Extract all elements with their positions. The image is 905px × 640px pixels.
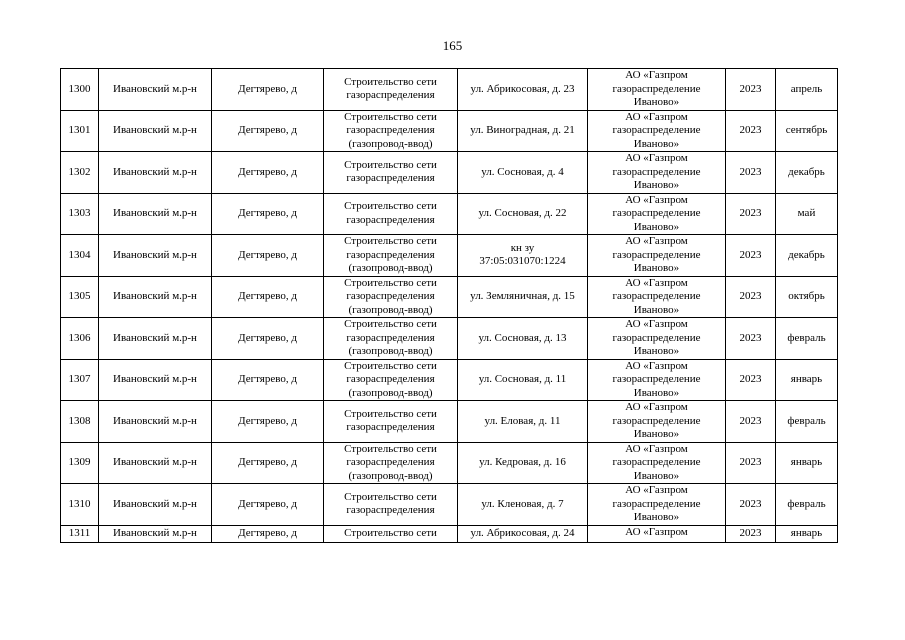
year-cell: 2023 — [726, 235, 776, 277]
registry-table-body — [61, 69, 838, 543]
settlement-cell: Дегтярево, д — [212, 276, 324, 318]
work-type-cell: Строительство сети газораспределения — [324, 401, 458, 443]
settlement-cell: Дегтярево, д — [212, 442, 324, 484]
district-cell: Ивановский м.р-н — [99, 276, 212, 318]
work-type-cell: Строительство сети газораспределения — [324, 69, 458, 111]
table-row — [61, 152, 838, 194]
month-cell: май — [776, 193, 838, 235]
work-type-cell: Строительство сети газораспределения — [324, 484, 458, 526]
year-cell: 2023 — [726, 525, 776, 542]
district-cell: Ивановский м.р-н — [99, 318, 212, 360]
settlement-cell: Дегтярево, д — [212, 152, 324, 194]
month-cell: апрель — [776, 69, 838, 111]
district-cell: Ивановский м.р-н — [99, 484, 212, 526]
operator-cell: АО «Газпром газораспределение Иваново» — [588, 484, 726, 526]
year-cell: 2023 — [726, 69, 776, 111]
year-cell: 2023 — [726, 359, 776, 401]
district-cell: Ивановский м.р-н — [99, 401, 212, 443]
settlement-cell: Дегтярево, д — [212, 235, 324, 277]
month-cell: январь — [776, 442, 838, 484]
row-number: 1311 — [61, 525, 99, 542]
month-cell: октябрь — [776, 276, 838, 318]
table-row — [61, 318, 838, 360]
table-row — [61, 235, 838, 277]
row-number: 1308 — [61, 401, 99, 443]
district-cell: Ивановский м.р-н — [99, 193, 212, 235]
table-row — [61, 401, 838, 443]
year-cell: 2023 — [726, 110, 776, 152]
operator-cell: АО «Газпром газораспределение Иваново» — [588, 152, 726, 194]
address-cell: ул. Еловая, д. 11 — [458, 401, 588, 443]
settlement-cell: Дегтярево, д — [212, 401, 324, 443]
year-cell: 2023 — [726, 193, 776, 235]
page-number: 165 — [442, 38, 463, 53]
district-cell: Ивановский м.р-н — [99, 69, 212, 111]
operator-cell: АО «Газпром газораспределение Иваново» — [588, 401, 726, 443]
address-cell: ул. Абрикосовая, д. 24 — [458, 525, 588, 542]
row-number: 1303 — [61, 193, 99, 235]
year-cell: 2023 — [726, 276, 776, 318]
settlement-cell: Дегтярево, д — [212, 193, 324, 235]
table-row — [61, 110, 838, 152]
settlement-cell: Дегтярево, д — [212, 359, 324, 401]
work-type-cell: Строительство сети — [324, 525, 458, 542]
operator-cell: АО «Газпром газораспределение Иваново» — [588, 442, 726, 484]
settlement-cell: Дегтярево, д — [212, 110, 324, 152]
address-cell: ул. Кедровая, д. 16 — [458, 442, 588, 484]
operator-cell: АО «Газпром газораспределение Иваново» — [588, 318, 726, 360]
address-cell: ул. Земляничная, д. 15 — [458, 276, 588, 318]
address-cell: кн зу 37:05:031070:1224 — [458, 235, 588, 277]
operator-cell: АО «Газпром газораспределение Иваново» — [588, 276, 726, 318]
settlement-cell: Дегтярево, д — [212, 525, 324, 542]
table-row — [61, 442, 838, 484]
work-type-cell: Строительство сети газораспределения (газопровод-ввод) — [324, 110, 458, 152]
row-number: 1304 — [61, 235, 99, 277]
year-cell: 2023 — [726, 442, 776, 484]
operator-cell: АО «Газпром газораспределение Иваново» — [588, 193, 726, 235]
month-cell: февраль — [776, 401, 838, 443]
work-type-cell: Строительство сети газораспределения (газопровод-ввод) — [324, 318, 458, 360]
work-type-cell: Строительство сети газораспределения — [324, 193, 458, 235]
year-cell: 2023 — [726, 484, 776, 526]
table-row — [61, 69, 838, 111]
month-cell: декабрь — [776, 235, 838, 277]
district-cell: Ивановский м.р-н — [99, 110, 212, 152]
operator-cell: АО «Газпром газораспределение Иваново» — [588, 110, 726, 152]
table-row — [61, 484, 838, 526]
address-cell: ул. Абрикосовая, д. 23 — [458, 69, 588, 111]
registry-table — [60, 68, 838, 543]
work-type-cell: Строительство сети газораспределения (газопровод-ввод) — [324, 359, 458, 401]
address-cell: ул. Кленовая, д. 7 — [458, 484, 588, 526]
address-cell: ул. Сосновая, д. 4 — [458, 152, 588, 194]
work-type-cell: Строительство сети газораспределения — [324, 152, 458, 194]
work-type-cell: Строительство сети газораспределения (газопровод-ввод) — [324, 235, 458, 277]
district-cell: Ивановский м.р-н — [99, 359, 212, 401]
district-cell: Ивановский м.р-н — [99, 525, 212, 542]
month-cell: декабрь — [776, 152, 838, 194]
row-number: 1300 — [61, 69, 99, 111]
settlement-cell: Дегтярево, д — [212, 69, 324, 111]
table-row — [61, 359, 838, 401]
year-cell: 2023 — [726, 152, 776, 194]
row-number: 1307 — [61, 359, 99, 401]
address-cell: ул. Сосновая, д. 13 — [458, 318, 588, 360]
address-cell: ул. Сосновая, д. 11 — [458, 359, 588, 401]
operator-cell: АО «Газпром газораспределение Иваново» — [588, 235, 726, 277]
district-cell: Ивановский м.р-н — [99, 235, 212, 277]
operator-cell: АО «Газпром газораспределение Иваново» — [588, 69, 726, 111]
district-cell: Ивановский м.р-н — [99, 152, 212, 194]
year-cell: 2023 — [726, 401, 776, 443]
operator-cell: АО «Газпром — [588, 525, 726, 542]
row-number: 1309 — [61, 442, 99, 484]
year-cell: 2023 — [726, 318, 776, 360]
table-row — [61, 276, 838, 318]
address-cell: ул. Сосновая, д. 22 — [458, 193, 588, 235]
row-number: 1310 — [61, 484, 99, 526]
month-cell: февраль — [776, 318, 838, 360]
month-cell: январь — [776, 359, 838, 401]
month-cell: февраль — [776, 484, 838, 526]
row-number: 1306 — [61, 318, 99, 360]
operator-cell: АО «Газпром газораспределение Иваново» — [588, 359, 726, 401]
month-cell: январь — [776, 525, 838, 542]
district-cell: Ивановский м.р-н — [99, 442, 212, 484]
table-row — [61, 193, 838, 235]
settlement-cell: Дегтярево, д — [212, 484, 324, 526]
month-cell: сентябрь — [776, 110, 838, 152]
row-number: 1305 — [61, 276, 99, 318]
row-number: 1302 — [61, 152, 99, 194]
table-row — [61, 525, 838, 542]
address-cell: ул. Виноградная, д. 21 — [458, 110, 588, 152]
work-type-cell: Строительство сети газораспределения (газопровод-ввод) — [324, 442, 458, 484]
work-type-cell: Строительство сети газораспределения (газопровод-ввод) — [324, 276, 458, 318]
row-number: 1301 — [61, 110, 99, 152]
settlement-cell: Дегтярево, д — [212, 318, 324, 360]
